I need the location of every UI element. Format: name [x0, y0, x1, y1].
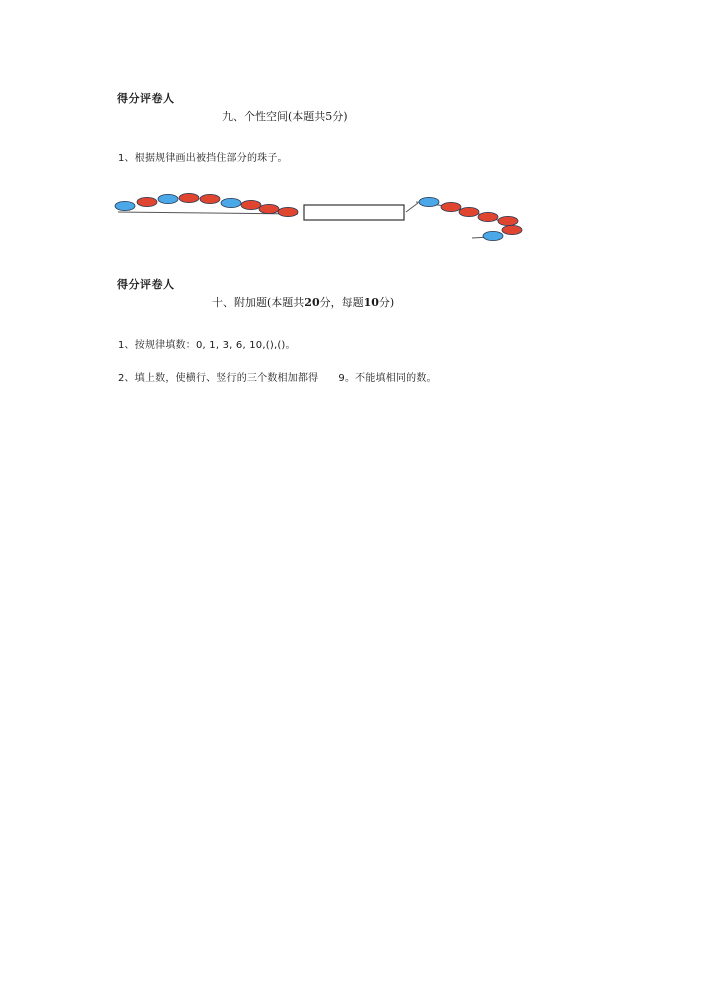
- blue-bead: [115, 201, 135, 210]
- target-number: 9: [338, 373, 345, 384]
- red-bead: [478, 212, 498, 221]
- title-each: 10: [363, 296, 379, 309]
- section-title: [212, 294, 394, 310]
- red-bead: [200, 194, 220, 203]
- title-mid: 分，每题: [319, 296, 364, 309]
- right-beads: [419, 197, 522, 240]
- covered-box: [304, 205, 404, 220]
- string-right: [406, 203, 418, 212]
- question-text: 1、按规律填数：0, 1, 3, 6, 10,(),()。: [118, 340, 296, 351]
- title-prefix: 十、附加题(本题共: [212, 296, 305, 309]
- blue-bead: [419, 197, 439, 206]
- blue-bead: [483, 231, 503, 240]
- title-suffix: 分): [378, 296, 395, 309]
- red-bead: [278, 207, 298, 216]
- question-main: 2、填上数，使横行、竖行的三个数相加都得: [118, 373, 319, 384]
- red-bead: [241, 200, 261, 209]
- blue-bead: [158, 194, 178, 203]
- question-text: [118, 369, 437, 384]
- bead-string-figure: [112, 190, 532, 246]
- section-title: 九、个性空间(本题共5分): [222, 110, 348, 123]
- score-grader-label: 得分评卷人: [117, 92, 175, 105]
- red-bead: [179, 193, 199, 202]
- question-tail: 。不能填相同的数。: [344, 373, 437, 384]
- title-points: 20: [304, 296, 320, 309]
- red-bead: [259, 204, 279, 213]
- red-bead: [459, 207, 479, 216]
- question-text: 1、根据规律画出被挡住部分的珠子。: [118, 153, 288, 164]
- red-bead: [498, 216, 518, 225]
- red-bead: [441, 202, 461, 211]
- blue-bead: [221, 198, 241, 207]
- score-grader-label: 得分评卷人: [117, 278, 175, 291]
- red-bead: [502, 225, 522, 234]
- red-bead: [137, 197, 157, 206]
